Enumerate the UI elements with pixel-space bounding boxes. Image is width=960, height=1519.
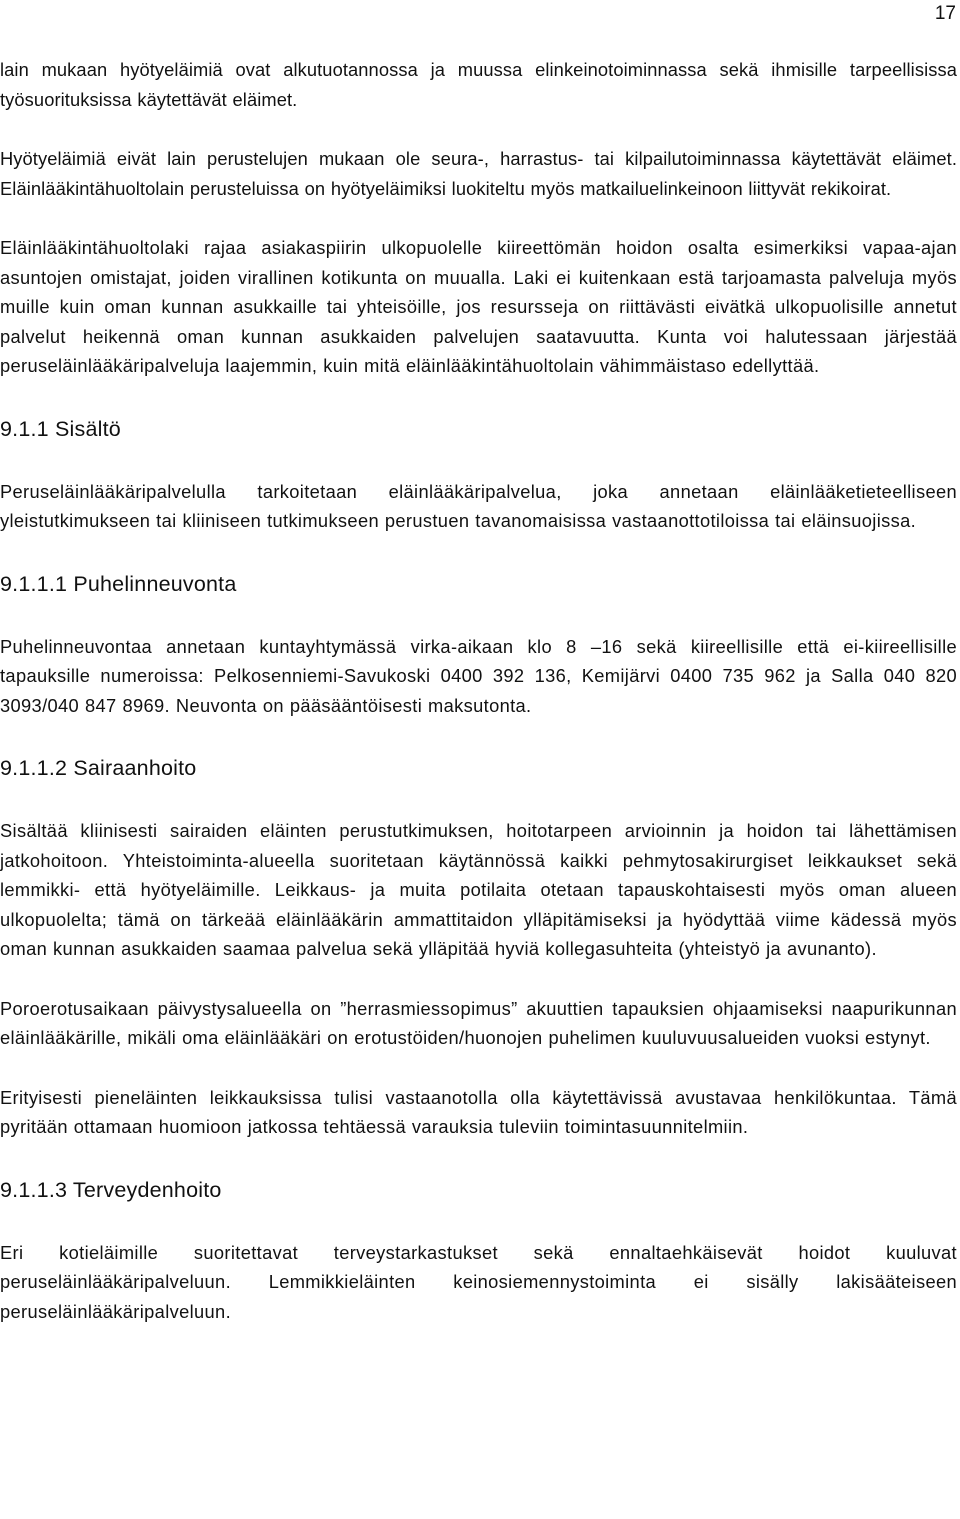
paragraph-sisalto: Peruseläinlääkäripalvelulla tarkoitetaan eläinlääkäripalvelua, joka annetaan eläinlääketieteelliseen yleistutkimukseen tai kliiniseen tutkimukseen perustuen tavanomaisissa vastaanottotiloissa tai eläinsuojissa.	[0, 480, 957, 531]
page-content	[0, 55, 957, 1326]
paragraph-poroerotus: Poroerotusaikaan päivystysalueella on ”herrasmiessopimus” akuuttien tapauksien ohjaamiseksi naapurikunnan eläinlääkärille, mikäli oma eläinlääkäri on erotustöiden/huonojen puhelimen kuuluvuusalueiden vuoksi estynyt.	[0, 997, 957, 1048]
section-heading-terveydenhoito: 9.1.1.3 Terveydenhoito	[0, 1177, 222, 1202]
paragraph-hyotyelaimet-definition: lain mukaan hyötyeläimiä ovat alkutuotannossa ja muussa elinkeinotoiminnassa sekä ihmisille tarpeellisissa työsuorituksissa käytettävät eläimet.	[0, 59, 957, 110]
paragraph-puhelinneuvonta: Puhelinneuvontaa annetaan kuntayhtymässä virka-aikaan klo 8 –16 sekä kiireellisille että ei-kiireellisille tapauksille numeroissa: Pelkosenniemi-Savukoski 0400 392 136, Kemijärvi 0400 735 962 ja Salla 040 820 3093/040 847 8969. Neuvonta on pääsääntöisesti maksutonta.	[0, 635, 957, 716]
paragraph-client-scope: Eläinlääkintähuoltolaki rajaa asiakaspiirin ulkopuolelle kiireettömän hoidon osalta esimerkiksi vapaa-ajan asuntojen omistajat, joiden virallinen kotikunta on muualla. Laki ei kuitenkaan estä tarjoamasta palveluja myös muille kuin oman kunnan asukkaille tai yhteisöille, jos resursseja on riittävästi eivätkä ulkopuolisille annetut palvelut heikennä oman kunnan asukkaiden palvelujen saatavuutta. Kunta voi halutessaan järjestää peruseläinlääkäripalveluja laajemmin, kuin mitä eläinlääkintähuoltolain vähimmäistaso edellyttää.	[0, 237, 957, 376]
section-heading-sisalto: 9.1.1 Sisältö	[0, 416, 121, 441]
paragraph-terveydenhoito: Eri kotieläimille suoritettavat terveystarkastukset sekä ennaltaehkäisevät hoidot kuuluvat peruseläinlääkäripalveluun. Lemmikkieläinten keinosiemennystoiminta ei sisälly lakisääteiseen peruseläinlääkäripalveluun.	[0, 1241, 957, 1322]
page-number: 17	[934, 3, 956, 24]
paragraph-hyotyelaimet-exclusions: Hyötyeläimiä eivät lain perustelujen mukaan ole seura-, harrastus- tai kilpailutoiminnassa käytettävät eläimet. Eläinlääkintähuoltolain perusteluissa on hyötyeläimiksi luokiteltu myös matkailuelinkeinoon liittyvät rekikoirat.	[0, 148, 957, 199]
section-heading-puhelinneuvonta: 9.1.1.1 Puhelinneuvonta	[0, 571, 237, 596]
section-heading-sairaanhoito: 9.1.1.2 Sairaanhoito	[0, 756, 197, 780]
paragraph-pienelaimet: Erityisesti pieneläinten leikkauksissa tulisi vastaanotolla olla käytettävissä avustavaa henkilökuntaa. Tämä pyritään ottamaan huomioon jatkossa tehtäessä varauksia tuleviin toimintasuunnitelmiin.	[0, 1086, 957, 1137]
paragraph-sairaanhoito: Sisältää kliinisesti sairaiden eläinten perustutkimuksen, hoitotarpeen arvioinnin ja hoidon tai lähettämisen jatkohoitoon. Yhteistoiminta-alueella suoritetaan käytännössä kaikki pehmytosakirurgiset leikkaukset sekä lemmikki- että hyötyeläimille. Leikkaus- ja muita potilaita otetaan tapauskohtaisesti myös oman alueen ulkopuolelta; tämä on tärkeää eläinlääkärin ammattitaidon ylläpitämiseksi ja hyödyttää viime kädessä myös oman kunnan asukkaiden saamaa palvelua sekä ylläpitää hyviä kollegasuhteita (yhteistyö ja avunanto).	[0, 820, 957, 959]
